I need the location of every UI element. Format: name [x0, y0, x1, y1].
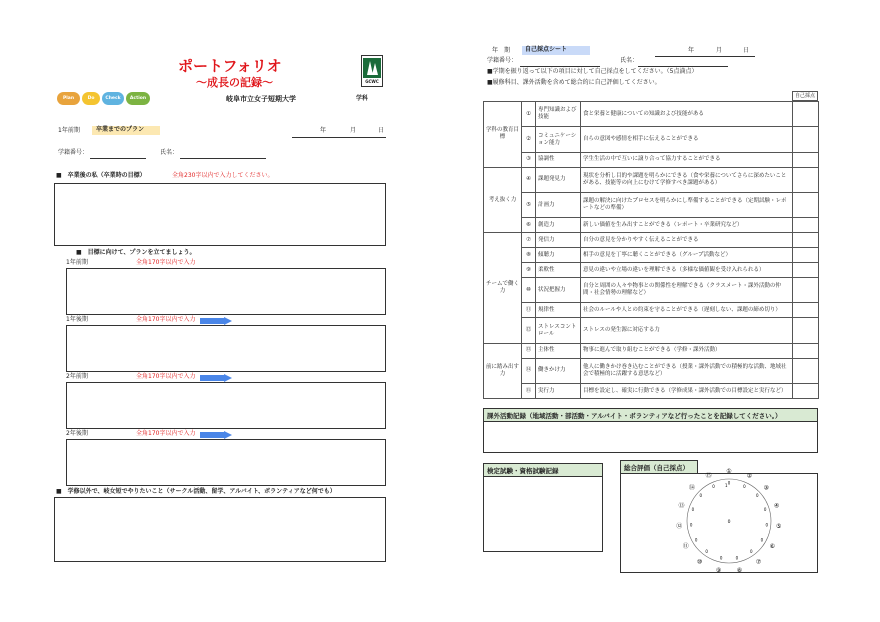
- radar-value-label: 0: [712, 483, 715, 489]
- evaluation-row: [484, 192, 819, 217]
- dept-label: 学科: [356, 95, 369, 102]
- item-description: ストレスの発生源に対応する力: [581, 318, 793, 343]
- radar-value-label: 0: [691, 506, 695, 512]
- arrow-down-icon: [200, 374, 232, 382]
- item-number: ⑥: [522, 218, 536, 233]
- item-number: ⑤: [522, 192, 536, 217]
- plan-input-3[interactable]: [66, 382, 386, 429]
- arrow-down-icon: [200, 317, 232, 325]
- date-underline: [292, 137, 386, 138]
- item-number: ⑨: [522, 263, 536, 278]
- date-month: 月: [350, 127, 357, 134]
- item-number: ⑦: [522, 233, 536, 248]
- score-input[interactable]: [793, 383, 819, 398]
- student-no-label: 学籍番号：: [58, 149, 89, 156]
- sheet-tag: 自己採点シート: [522, 46, 590, 55]
- plan-input-4[interactable]: [66, 439, 386, 486]
- evaluation-row: [484, 318, 819, 343]
- score-input[interactable]: [793, 233, 819, 248]
- sheet-date-month: 月: [716, 47, 723, 54]
- plan-label-1: 1年前期: [66, 259, 88, 266]
- item-name: ストレスコントロール: [536, 318, 581, 343]
- extra-activities-input[interactable]: [54, 497, 386, 562]
- radar-axis-label: ④: [773, 502, 780, 510]
- date-year: 年: [320, 127, 327, 134]
- radar-value-label: 0: [699, 493, 703, 499]
- score-input[interactable]: [793, 192, 819, 217]
- item-description: 意見の違いや立場の違いを理解できる（多様な価値観を受け入れられる）: [581, 263, 793, 278]
- item-description: 社会のルールや人との約束を守ることができる（遅刻しない、課題の締め切り）: [581, 303, 793, 318]
- plan-tag: 卒業までのプラン: [92, 126, 160, 135]
- plan-input-1[interactable]: [66, 268, 386, 315]
- item-name: コミュニケーション能力: [536, 127, 581, 152]
- extra-record-title: 課外活動記録（地域活動・部活動・アルバイト・ボランティアなど行ったことを記録してください。）: [483, 408, 818, 421]
- page-title: ポートフォリオ: [178, 57, 282, 75]
- evaluation-row: [484, 248, 819, 263]
- evaluation-row: [484, 102, 819, 127]
- evaluation-row: [484, 127, 819, 152]
- item-number: ⑮: [522, 383, 536, 398]
- radar-tick-label: 1: [725, 483, 728, 488]
- radar-axis-label: ⑫: [676, 523, 683, 531]
- item-description: 自分と周囲の人々や物事との関係性を理解できる（クラスメート・課外活動の仲間・社会情勢の理解など）: [581, 278, 793, 303]
- evaluation-table: [483, 101, 819, 399]
- radar-value-label: 0: [689, 522, 693, 528]
- name-line: [180, 158, 266, 159]
- arrow-down-icon: [200, 431, 232, 439]
- item-name: 計画力: [536, 192, 581, 217]
- item-name: 創造力: [536, 218, 581, 233]
- section-goal-title: ■ 卒業後の私（卒業時の目標）: [56, 172, 146, 179]
- radar-value-label: 0: [694, 537, 698, 543]
- evaluation-row: [484, 167, 819, 192]
- score-input[interactable]: [793, 318, 819, 343]
- pdca-do: Do: [82, 92, 100, 105]
- item-description: 新しい価値を生み出すことができる（レポート・卒業研究など）: [581, 218, 793, 233]
- item-number: ⑭: [522, 358, 536, 383]
- item-description: 現状を分析し目的や課題を明らかにできる（食や栄養についてさらに深めたいことがある、技能等の向上にむけて学修すべき課題がある）: [581, 167, 793, 192]
- item-name: 状況把握力: [536, 278, 581, 303]
- plan-note-1: 全角170字以内で入力: [136, 259, 196, 266]
- score-input[interactable]: [793, 358, 819, 383]
- evaluation-row: [484, 358, 819, 383]
- page-subtitle: ～成長の記録～: [196, 76, 273, 89]
- radar-title: 総合評価（自己採点）: [620, 460, 698, 473]
- item-description: 自らの意図や感情を相手に伝えることができる: [581, 127, 793, 152]
- evaluation-row: [484, 278, 819, 303]
- item-name: 傾聴力: [536, 248, 581, 263]
- cert-record-input[interactable]: [483, 476, 603, 552]
- item-name: 課題発見力: [536, 167, 581, 192]
- score-input[interactable]: [793, 218, 819, 233]
- date-day: 日: [378, 127, 385, 134]
- item-number: ⑬: [522, 343, 536, 358]
- plan-label-4: 2年後期: [66, 430, 88, 437]
- score-header: 自己採点: [792, 91, 818, 101]
- item-number: ④: [522, 167, 536, 192]
- score-input[interactable]: [793, 278, 819, 303]
- radar-value-label: 0: [719, 555, 723, 561]
- item-number: ①: [522, 102, 536, 127]
- period-label: 1年前期: [58, 127, 80, 134]
- radar-axis-label: ③: [763, 484, 769, 492]
- radar-axis-label: ⑩: [696, 558, 703, 566]
- section-plan-title: ■ 目標に向けて、プランを立てましょう。: [76, 249, 196, 256]
- score-input[interactable]: [793, 167, 819, 192]
- radar-value-label: 0: [727, 480, 731, 486]
- score-input[interactable]: [793, 127, 819, 152]
- score-input[interactable]: [793, 248, 819, 263]
- radar-axis-label: ⑥: [769, 543, 775, 550]
- item-description: 学生生活の中で互いに譲り合って協力することができる: [581, 152, 793, 167]
- item-number: ②: [522, 127, 536, 152]
- plan-label-2: 1年後期: [66, 316, 88, 323]
- item-description: 相手の意見を丁寧に聴くことができる（グループ活動など）: [581, 248, 793, 263]
- plan-input-2[interactable]: [66, 325, 386, 372]
- sheet-date-underline: [655, 56, 755, 57]
- goal-input[interactable]: [54, 183, 386, 246]
- radar-value-label: 0: [763, 506, 767, 512]
- sheet-name-label: 氏名：: [620, 57, 639, 64]
- item-name: 働きかけ力: [536, 358, 581, 383]
- radar-value-label: 0: [735, 555, 739, 561]
- radar-axis-label: ⑪: [682, 543, 689, 550]
- item-number: ⑪: [522, 303, 536, 318]
- college-name: 岐阜市立女子短期大学: [226, 95, 296, 103]
- radar-axis-label: ⑤: [776, 523, 782, 531]
- item-name: 実行力: [536, 383, 581, 398]
- plan-note-3: 全角170字以内で入力: [136, 373, 196, 380]
- group-name: 前に踏み出す力: [484, 343, 522, 398]
- plan-note-2: 全角170字以内で入力: [136, 316, 196, 323]
- radar-axis-label: ⑨: [715, 566, 722, 574]
- score-input[interactable]: [793, 343, 819, 358]
- evaluation-row: [484, 233, 819, 248]
- radar-value-label: 0: [705, 549, 708, 555]
- group-name: チームで働く力: [484, 233, 522, 343]
- sheet-student-no-line: [520, 66, 600, 67]
- radar-value-label: 0: [743, 483, 746, 489]
- college-logo: [361, 55, 383, 87]
- evaluation-row: [484, 152, 819, 167]
- item-name: 主体性: [536, 343, 581, 358]
- evaluation-row: [484, 218, 819, 233]
- radar-axis-label: ⑭: [688, 484, 695, 492]
- item-description: 物事に進んで取り組むことができる（学修・課外活動）: [581, 343, 793, 358]
- section-goal-note: 全角230字以内で入力してください。: [172, 172, 274, 179]
- radar-value-label: 0: [750, 549, 753, 555]
- pdca-action: Action: [126, 92, 150, 105]
- extra-record-input[interactable]: [483, 421, 818, 453]
- radar-axis-label: ⑬: [678, 502, 685, 510]
- radar-value-label: 0: [760, 537, 764, 543]
- group-name: 考え抜く力: [484, 167, 522, 233]
- item-number: ⑫: [522, 318, 536, 343]
- radar-center-label: 0: [727, 520, 731, 525]
- item-name: 専門知識および技能: [536, 102, 581, 127]
- item-name: 規律性: [536, 303, 581, 318]
- radar-value-label: 0: [755, 493, 759, 499]
- score-input[interactable]: [793, 152, 819, 167]
- instruction-1: ■学期を振り返って以下の項目に対して自己採点をしてください。（5点満点）: [487, 68, 698, 75]
- pdca-plan: Plan: [57, 92, 80, 105]
- section-extra-title: ■ 学修以外で、岐女短でやりたいこと（サークル活動、留学、アルバイト、ボランティアなど何でも）: [56, 488, 336, 495]
- item-description: 食と栄養と健康についての知識および技能がある: [581, 102, 793, 127]
- score-input[interactable]: [793, 303, 819, 318]
- sheet-date-year: 年: [688, 47, 695, 54]
- evaluation-row: [484, 383, 819, 398]
- score-input[interactable]: [793, 102, 819, 127]
- radar-axis-label: ⑧: [736, 566, 743, 574]
- score-input[interactable]: [793, 263, 819, 278]
- item-description: 目標を設定し、確実に行動できる（学修成果・課外活動での目標設定と実行など）: [581, 383, 793, 398]
- cert-record-title: 検定試験・資格試験記録: [483, 463, 603, 476]
- group-name: 学科の教育目標: [484, 102, 522, 168]
- item-description: 他人に働きかけ巻き込むことができる（授業・課外活動での積極的な活動、地域社会で積極的に活躍する意思など）: [581, 358, 793, 383]
- plan-note-4: 全角170字以内で入力: [136, 430, 196, 437]
- evaluation-row: [484, 343, 819, 358]
- pdca-check: Check: [102, 92, 124, 105]
- student-no-line: [90, 158, 146, 159]
- sheet-student-no-label: 学籍番号：: [487, 57, 518, 64]
- logo-text: GCWC: [365, 79, 379, 84]
- radar-value-label: 0: [765, 522, 769, 528]
- item-name: 協調性: [536, 152, 581, 167]
- evaluation-row: [484, 263, 819, 278]
- radar-axis-label: ①: [726, 468, 732, 475]
- item-description: 自分の意見を分かりやすく伝えることができる: [581, 233, 793, 248]
- sheet-name-line: [638, 66, 728, 67]
- item-number: ③: [522, 152, 536, 167]
- item-description: 課題の解決に向けたプロセスを明らかにし準備することができる（定期試験・レポートなどの準備）: [581, 192, 793, 217]
- sheet-date-day: 日: [743, 47, 750, 54]
- item-number: ⑧: [522, 248, 536, 263]
- item-name: 柔軟性: [536, 263, 581, 278]
- item-name: 発信力: [536, 233, 581, 248]
- name-label: 氏名：: [160, 149, 179, 156]
- instruction-2: ■履修科目、課外活動を含めて総合的に自己評価してください。: [487, 79, 661, 86]
- item-number: ⑩: [522, 278, 536, 303]
- radar-axis-label: ⑦: [755, 558, 762, 566]
- evaluation-row: [484, 303, 819, 318]
- radar-axis-label: ②: [746, 472, 753, 480]
- plan-label-3: 2年前期: [66, 373, 88, 380]
- radar-axis-label: ⑮: [705, 472, 712, 480]
- term-label: 年 期: [492, 47, 511, 54]
